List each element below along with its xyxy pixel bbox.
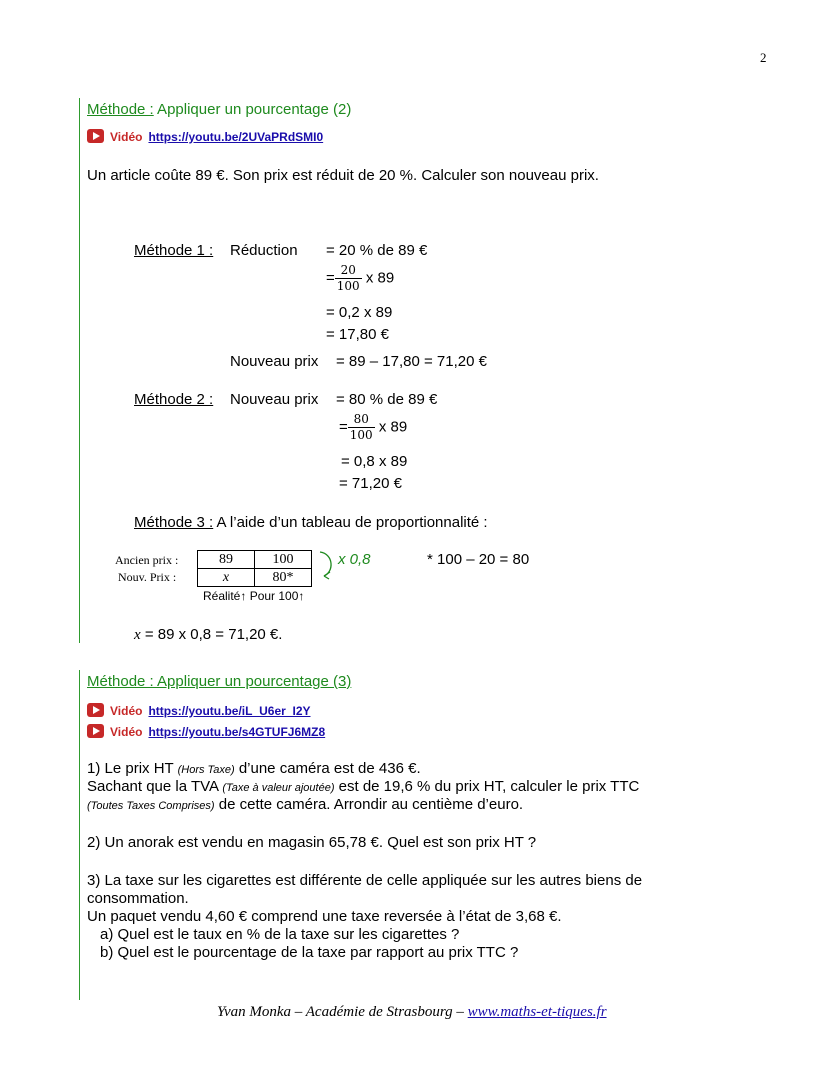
section2-margin-line xyxy=(79,670,80,1000)
q1-text-d: est de 19,6 % du prix HT, calculer le prix TTC xyxy=(334,778,640,795)
video-label: Vidéo xyxy=(110,725,143,739)
proportion-table xyxy=(197,550,312,587)
method2-fraction-line: = $\frac{80}{100}$ x 89 xyxy=(339,412,408,442)
new-price-value: = 89 – 17,80 = 71,20 € xyxy=(336,353,487,370)
video-link[interactable]: https://youtu.be/2UVaPRdSMI0 xyxy=(148,130,324,144)
method1-word: Réduction xyxy=(230,242,298,259)
method2-line4: = 71,20 € xyxy=(339,475,402,492)
question1-line2 xyxy=(87,778,639,795)
q1-note-ttc: (Toutes Taxes Comprises) xyxy=(87,800,215,812)
footer-link[interactable]: www.maths-et-tiques.fr xyxy=(467,1004,607,1020)
method1-line1: = 20 % de 89 € xyxy=(326,242,428,259)
method1-line4: = 17,80 € xyxy=(326,326,389,343)
method1-frac-den: 100 xyxy=(336,279,360,293)
q1-note-tva: (Taxe à valeur ajoutée) xyxy=(222,782,335,794)
table-cell: x xyxy=(198,569,255,587)
method2-line1: = 80 % de 89 € xyxy=(336,391,438,408)
q1-text-c: Sachant que la TVA xyxy=(87,778,223,795)
method1-frac-num: 20 xyxy=(335,263,362,279)
row1-label: Ancien prix : xyxy=(115,553,179,567)
method2-frac-tail: x 89 xyxy=(378,418,408,436)
video-label: Vidéo xyxy=(110,130,143,144)
method3-result xyxy=(134,626,282,644)
method1-frac-tail: x 89 xyxy=(365,269,395,287)
video-link[interactable]: https://youtu.be/s4GTUFJ6MZ8 xyxy=(148,725,326,739)
footer-text: Yvan Monka – Académie de Strasbourg – xyxy=(217,1004,468,1020)
section1-title-prefix: Méthode : xyxy=(87,101,154,118)
row2-label: Nouv. Prix : xyxy=(118,570,177,584)
table-row xyxy=(198,569,312,587)
method2-line3: = 0,8 x 89 xyxy=(341,453,408,470)
video-link[interactable]: https://youtu.be/iL_U6er_I2Y xyxy=(148,704,311,718)
question3-line2: consommation. xyxy=(87,890,189,907)
problem-statement: Un article coûte 89 €. Son prix est réduit de 20 %. Calculer son nouveau prix. xyxy=(87,167,599,184)
section1-video-row xyxy=(87,128,323,145)
method2-fraction xyxy=(348,412,375,443)
question3-b: b) Quel est le pourcentage de la taxe par rapport au prix TTC ? xyxy=(100,944,519,961)
multiplier-arrow-icon xyxy=(316,548,340,582)
section2-video-row-1 xyxy=(87,702,311,719)
table-cell: 100 xyxy=(255,551,312,569)
method2-frac-num: 80 xyxy=(348,412,375,428)
method2-word: Nouveau prix xyxy=(230,391,319,408)
result-rest: = 89 x 0,8 = 71,20 €. xyxy=(140,626,283,643)
play-icon[interactable] xyxy=(87,129,104,143)
q1-text-b: d’une caméra est de 436 €. xyxy=(234,760,421,777)
section1-margin-line xyxy=(79,98,80,643)
q1-note-ht: (Hors Taxe) xyxy=(177,764,235,776)
table-cell: 80* xyxy=(255,569,312,587)
question1-line3 xyxy=(87,796,523,813)
q1-text-f: de cette caméra. Arrondir au centième d’euro. xyxy=(214,796,524,813)
question1-line1 xyxy=(87,760,421,777)
section1-title-rest: Appliquer un pourcentage (2) xyxy=(153,101,352,118)
method3-heading xyxy=(134,514,488,531)
table-cell: 89 xyxy=(198,551,255,569)
page-number: 2 xyxy=(760,50,767,65)
table-caption: Réalité↑ Pour 100↑ xyxy=(203,589,305,603)
section2-title: Méthode : Appliquer un pourcentage (3) xyxy=(87,673,352,690)
method3-label: Méthode 3 : xyxy=(134,514,214,531)
question3-line3: Un paquet vendu 4,60 € comprend une taxe reversée à l’état de 3,68 €. xyxy=(87,908,562,925)
q1-text-a: 1) Le prix HT xyxy=(87,760,178,777)
method1-fraction xyxy=(335,263,362,294)
question3-line1: 3) La taxe sur les cigarettes est différente de celle appliquée sur les autres biens de xyxy=(87,872,643,889)
new-price-label: Nouveau prix xyxy=(230,353,319,370)
multiplier-factor: x 0,8 xyxy=(338,551,371,568)
result-variable: x xyxy=(134,627,141,643)
table-row xyxy=(198,551,312,569)
method2-label: Méthode 2 : xyxy=(134,391,214,408)
method3-text: A l’aide d’un tableau de proportionnalité : xyxy=(213,514,488,531)
section1-title xyxy=(87,101,351,118)
method1-fraction-line: = $\frac{20}{100}$ x 89 xyxy=(326,263,395,293)
method2-frac-den: 100 xyxy=(349,428,373,442)
method1-line3: = 0,2 x 89 xyxy=(326,304,393,321)
method1-label: Méthode 1 : xyxy=(134,242,214,259)
section2-video-row-2 xyxy=(87,723,325,740)
footnote: * 100 – 20 = 80 xyxy=(427,551,530,568)
video-label: Vidéo xyxy=(110,704,143,718)
question2: 2) Un anorak est vendu en magasin 65,78 €. Quel est son prix HT ? xyxy=(87,834,537,851)
question3-a: a) Quel est le taux en % de la taxe sur les cigarettes ? xyxy=(100,926,460,943)
footer xyxy=(217,1004,607,1021)
play-icon[interactable] xyxy=(87,703,104,717)
play-icon[interactable] xyxy=(87,724,104,738)
